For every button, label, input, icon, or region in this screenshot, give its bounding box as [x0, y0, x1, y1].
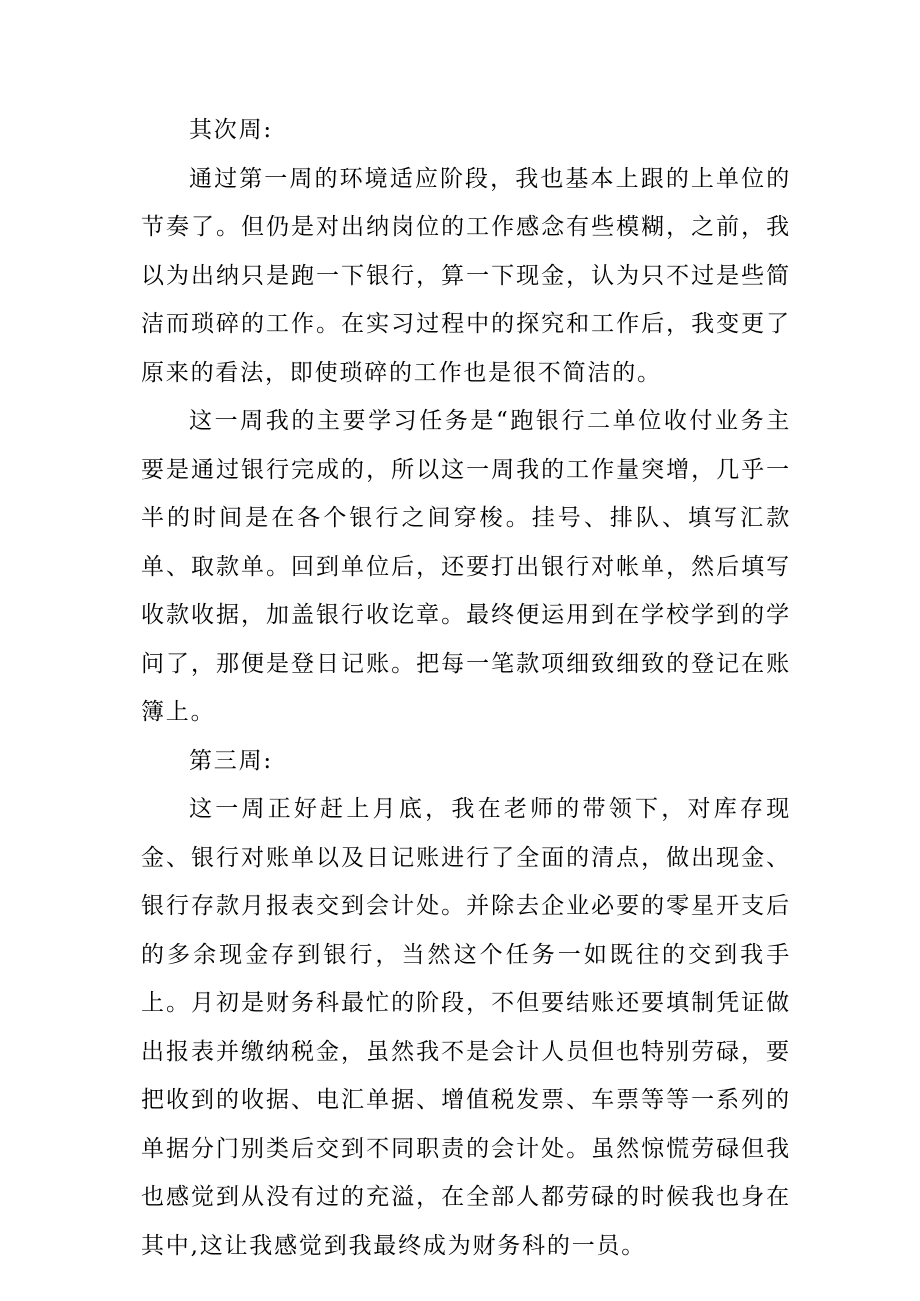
paragraph-week-2-intro: 通过第一周的环境适应阶段，我也基本上跟的上单位的节奏了。但仍是对出纳岗位的工作感念有些模糊，之前，我以为出纳只是跑一下银行，算一下现金，认为只不过是些简洁而琐碎的工作。在实习过程中的探究和工作后，我变更了原来的看法，即使琐碎的工作也是很不简洁的。 [141, 165, 791, 386]
section-heading-week-2: 其次周: [189, 117, 273, 143]
paragraph-week-2-tasks: 这一周我的主要学习任务是“跑银行二单位收付业务主要是通过银行完成的，所以这一周我的工作量突增，几乎一半的时间是在各个银行之间穿梭。挂号、排队、填写汇款单、取款单。回到单位后，还要打出银行对帐单，然后填写收款收据，加盖银行收讫章。最终便运用到在学校学到的学问了，那便是登日记账。把每一笔款项细致细致的登记在账簿上。 [141, 408, 791, 725]
document-body [141, 106, 791, 1270]
paragraph-week-3: 这一周正好赶上月底，我在老师的带领下，对库存现金、银行对账单以及日记账进行了全面的清点，做出现金、银行存款月报表交到会计处。并除去企业必要的零星开支后的多余现金存到银行，当然这个任务一如既往的交到我手上。月初是财务科最忙的阶段，不但要结账还要填制凭证做出报表并缴纳税金，虽然我不是会计人员但也特别劳碌，要把收到的收据、电汇单据、增值税发票、车票等等一系列的单据分门别类后交到不同职责的会计处。虽然惊慌劳碌但我也感觉到从没有过的充溢，在全部人都劳碌的时候我也身在其中,这让我感觉到我最终成为财务科的一员。 [141, 796, 791, 1259]
section-heading-week-3: 第三周: [189, 747, 273, 774]
